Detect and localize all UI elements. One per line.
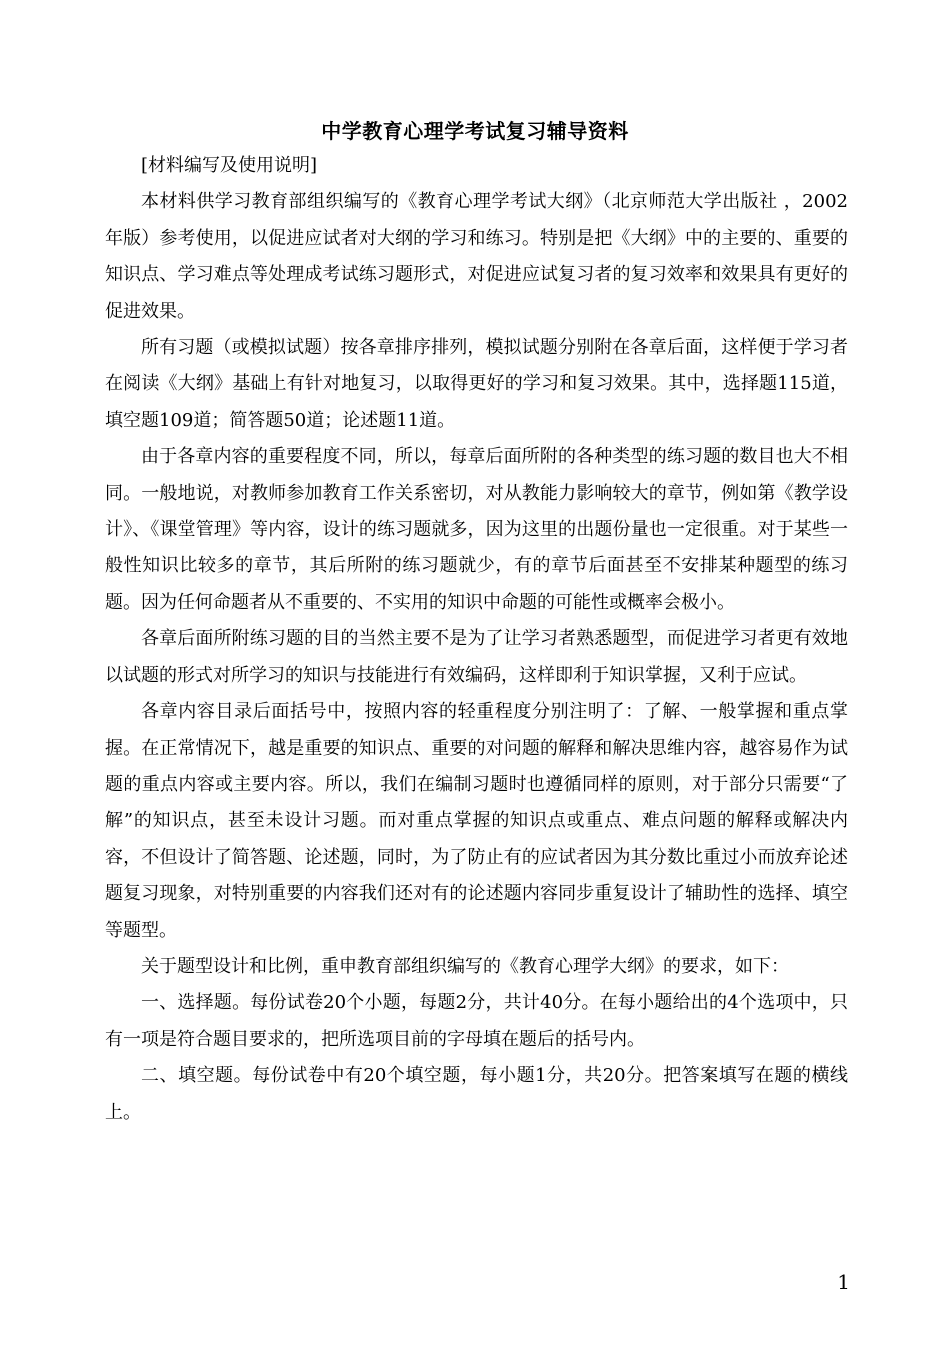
page-number: 1 — [837, 1270, 850, 1294]
document-body — [105, 148, 848, 1131]
paragraph-purpose: 本材料供学习教育部组织编写的《教育心理学考试大纲》（北京师范大学出版社 ，2002年版）参考使用，以促进应试者对大纲的学习和练习。特别是把《大纲》中的主要的、重要的知识点、学习难点等处理成考试练习题形式，对促进应试复习者的复习效率和效果具有更好的促进效果。 — [105, 191, 848, 322]
paragraph-exercise-purpose: 各章后面所附练习题的目的当然主要不是为了让学习者熟悉题型，而促进学习者更有效地以试题的形式对所学习的知识与技能进行有效编码，这样即利于知识掌握，又利于应试。 — [105, 628, 848, 686]
paragraph-multiple-choice: 一、选择题。每份试卷20个小题，每题2分，共计40分。在每小题给出的4个选项中，只有一项是符合题目要求的，把所选项目前的字母填在题后的括号内。 — [105, 992, 848, 1050]
paragraph-fill-in-blank: 二、填空题。每份试卷中有20个填空题，每小题1分，共20分。把答案填写在题的横线上。 — [105, 1065, 848, 1123]
paragraph-arrangement: 所有习题（或模拟试题）按各章排序排列，模拟试题分别附在各章后面，这样便于学习者在阅读《大纲》基础上有针对地复习，以取得更好的学习和复习效果。其中，选择题115道，填空题109道；简答题50道；论述题11道。 — [105, 337, 848, 431]
paragraph-usage-heading: [材料编写及使用说明] — [141, 155, 318, 176]
paragraph-chapter-importance: 由于各章内容的重要程度不同，所以，每章后面所附的各种类型的练习题的数目也大不相同。一般地说，对教师参加教育工作关系密切，对从教能力影响较大的章节，例如第《教学设计》、《课堂管理》等内容，设计的练习题就多，因为这里的出题份量也一定很重。对于某些一般性知识比较多的章节，其后所附的练习题就少，有的章节后面甚至不安排某种题型的练习题。因为任何命题者从不重要的、不实用的知识中命题的可能性或概率会极小。 — [105, 446, 848, 613]
paragraph-question-types-intro: 关于题型设计和比例，重申教育部组织编写的《教育心理学大纲》的要求，如下： — [141, 955, 789, 977]
paragraph-content-levels: 各章内容目录后面括号中，按照内容的轻重程度分别注明了：了解、一般掌握和重点掌握。在正常情况下，越是重要的知识点、重要的对问题的解释和解决思维内容，越容易作为试题的重点内容或主要内容。所以，我们在编制习题时也遵循同样的原则，对于部分只需要“了解”的知识点，甚至未设计习题。而对重点掌握的知识点或重点、难点问题的解释或解决内容，不但设计了简答题、论述题，同时，为了防止有的应试者因为其分数比重过小而放弃论述题复习现象，对特别重要的内容我们还对有的论述题内容同步重复设计了辅助性的选择、填空等题型。 — [105, 701, 848, 941]
document-title: 中学教育心理学考试复习辅导资料 — [321, 119, 629, 143]
